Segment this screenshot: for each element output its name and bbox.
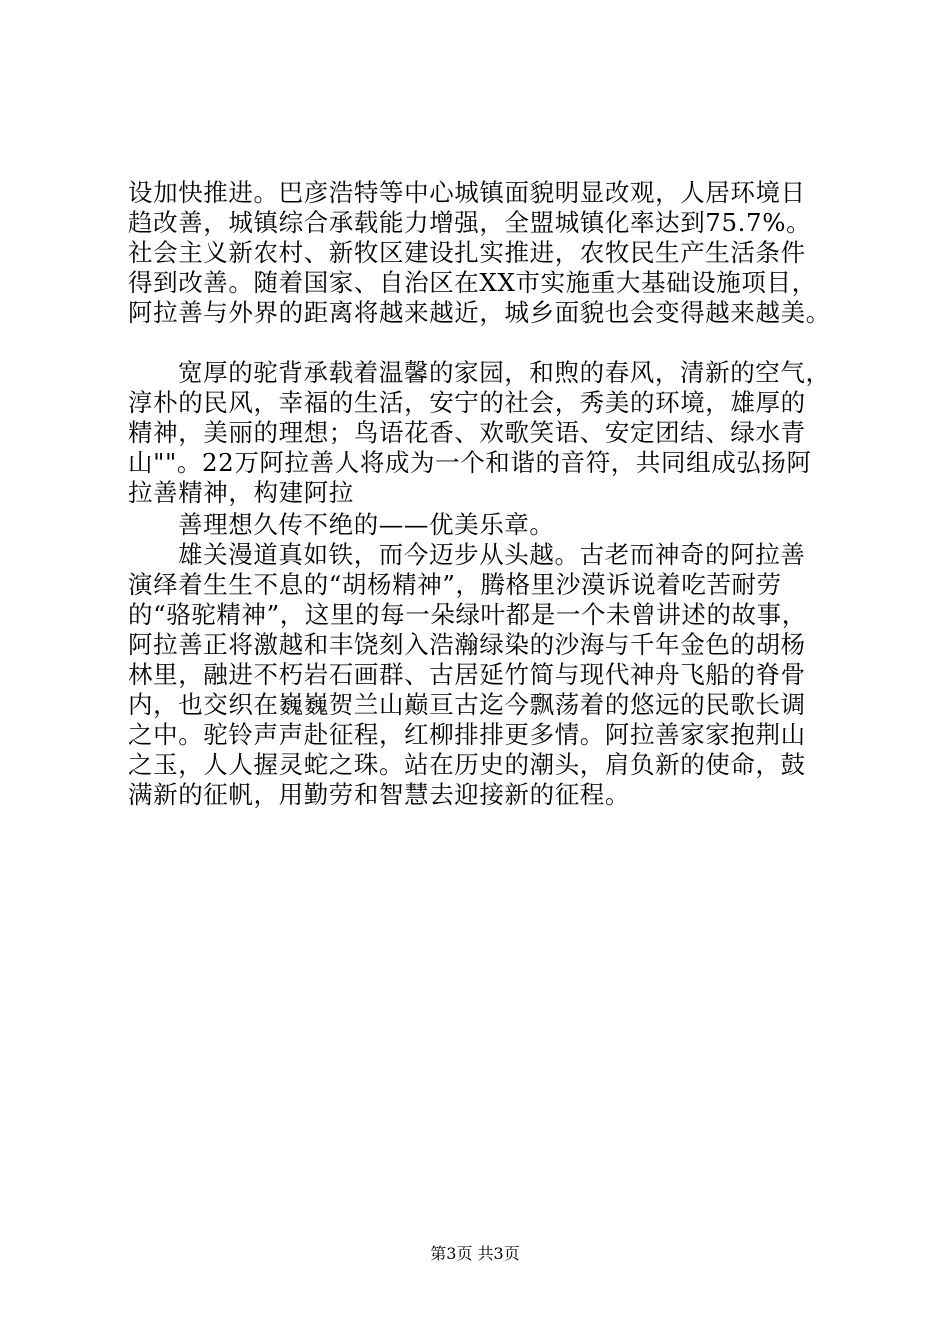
page-footer: 第3页 共3页 (430, 1244, 520, 1263)
paragraph-4-line-3: 的“骆驼精神”，这里的每一朵绿叶都是一个未曾讲述的故事， (128, 600, 807, 629)
paragraph-4-line-7: 之中。驼铃声声赴征程，红柳排排更多情。阿拉善家家抱荆山 (128, 720, 806, 749)
paragraph-2-line-4: 山""。22万阿拉善人将成为一个和谐的音符，共同组成弘扬阿 (128, 448, 812, 477)
paragraph-4-line-6: 内，也交织在巍巍贺兰山巅亘古迄今飘荡着的悠远的民歌长调 (128, 690, 806, 719)
paragraph-4-line-5: 林里，融进不朽岩石画群、古居延竹简与现代神舟飞船的脊骨 (128, 660, 806, 689)
paragraph-4-line-9: 满新的征帆，用勤劳和智慧去迎接新的征程。 (128, 780, 630, 809)
paragraph-1-line-3: 社会主义新农村、新牧区建设扎实推进，农牧民生产生活条件 (128, 238, 806, 267)
paragraph-1-line-5: 阿拉善与外界的距离将越来越近，城乡面貌也会变得越来越美。 (128, 298, 831, 327)
paragraph-2-line-1: 宽厚的驼背承载着温馨的家园，和煦的春风，清新的空气， (178, 358, 831, 387)
paragraph-2-line-5: 拉善精神，构建阿拉 (128, 478, 354, 507)
paragraph-3-line-1: 善理想久传不绝的——优美乐章。 (178, 510, 555, 539)
paragraph-2-line-3: 精神，美丽的理想；鸟语花香、欢歌笑语、安定团结、绿水青 (128, 418, 806, 447)
paragraph-4-line-1: 雄关漫道真如铁，而今迈步从头越。古老而神奇的阿拉善 (178, 540, 806, 569)
paragraph-4-line-4: 阿拉善正将激越和丰饶刻入浩瀚绿染的沙海与千年金色的胡杨 (128, 630, 806, 659)
paragraph-4-line-2: 演绎着生生不息的“胡杨精神”，腾格里沙漠诉说着吃苦耐劳 (128, 570, 782, 599)
paragraph-4-line-8: 之玉，人人握灵蛇之珠。站在历史的潮头，肩负新的使命，鼓 (128, 750, 806, 779)
paragraph-1-line-2: 趋改善，城镇综合承载能力增强，全盟城镇化率达到75.7%。 (128, 208, 812, 237)
paragraph-2-line-2: 淳朴的民风，幸福的生活，安宁的社会，秀美的环境，雄厚的 (128, 388, 806, 417)
paragraph-1-line-1: 设加快推进。巴彦浩特等中心城镇面貌明显改观，人居环境日 (128, 178, 806, 207)
paragraph-1-line-4: 得到改善。随着国家、自治区在XX市实施重大基础设施项目， (128, 268, 817, 297)
